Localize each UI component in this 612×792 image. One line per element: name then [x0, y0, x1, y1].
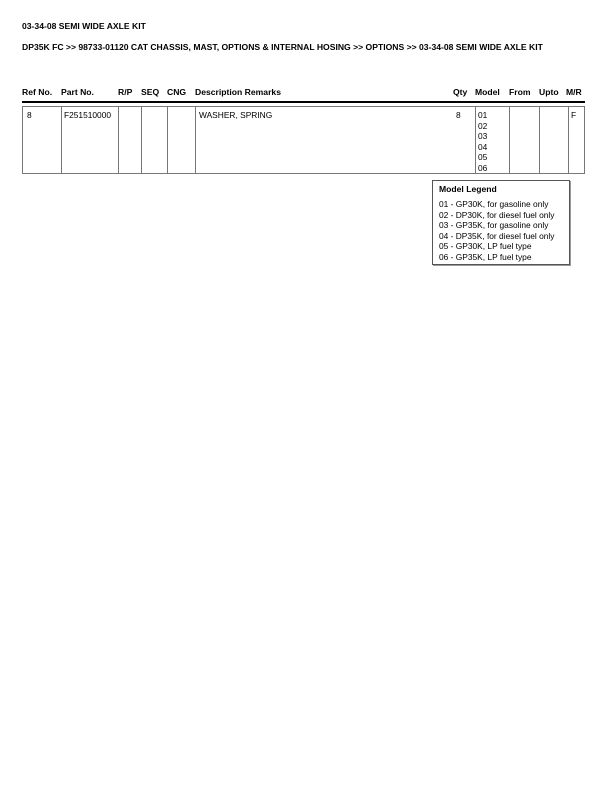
model-code: 02	[478, 120, 488, 131]
legend-entry: 03 - GP35K, for gasoline only	[439, 220, 549, 230]
legend-entry: 02 - DP30K, for diesel fuel only	[439, 209, 555, 220]
column-divider	[195, 107, 196, 173]
model-code: 06	[478, 162, 488, 173]
header-from: From	[509, 87, 531, 97]
cell-part-no: F251510000	[64, 110, 112, 120]
cell-ref-no: 8	[27, 110, 32, 120]
table-row	[22, 106, 585, 174]
legend-entry: 04 - DP35K, for diesel fuel only	[439, 230, 555, 241]
legend-entry: 05 - GP30K, LP fuel type	[439, 241, 532, 251]
legend-entry: 06 - GP35K, LP fuel type	[439, 251, 532, 262]
column-divider	[475, 107, 476, 173]
page-title: 03-34-08 SEMI WIDE AXLE KIT	[22, 21, 146, 31]
header-cng: CNG	[167, 87, 187, 97]
cell-models	[478, 110, 487, 173]
column-divider	[118, 107, 119, 173]
breadcrumb: DP35K FC >> 98733-01120 CAT CHASSIS, MAST, OPTIONS & INTERNAL HOSING >> OPTIONS >> 03-34-08 SEMI WIDE AXLE KIT	[22, 42, 543, 52]
cell-mr: F	[571, 110, 577, 120]
header-qty: Qty	[453, 87, 468, 97]
header-description: Description Remarks	[195, 87, 281, 97]
header-ref-no: Ref No.	[22, 87, 53, 97]
header-part-no: Part No.	[61, 87, 94, 97]
model-code: 01	[478, 110, 488, 120]
model-legend	[432, 180, 570, 265]
header-rule	[22, 101, 585, 103]
header-mr: M/R	[566, 87, 582, 97]
model-code: 03	[478, 131, 488, 141]
header-rp: R/P	[118, 87, 133, 97]
model-legend-title: Model Legend	[439, 184, 497, 194]
column-divider	[61, 107, 62, 173]
column-divider	[568, 107, 569, 173]
header-upto: Upto	[539, 87, 559, 97]
column-divider	[141, 107, 142, 173]
model-code: 04	[478, 141, 488, 152]
cell-qty: 8	[456, 110, 461, 120]
column-divider	[167, 107, 168, 173]
header-seq: SEQ	[141, 87, 160, 97]
header-model: Model	[475, 87, 500, 97]
cell-description: WASHER, SPRING	[199, 110, 273, 120]
column-divider	[509, 107, 510, 173]
model-code: 05	[478, 152, 488, 162]
column-divider	[539, 107, 540, 173]
legend-entry: 01 - GP30K, for gasoline only	[439, 199, 549, 209]
